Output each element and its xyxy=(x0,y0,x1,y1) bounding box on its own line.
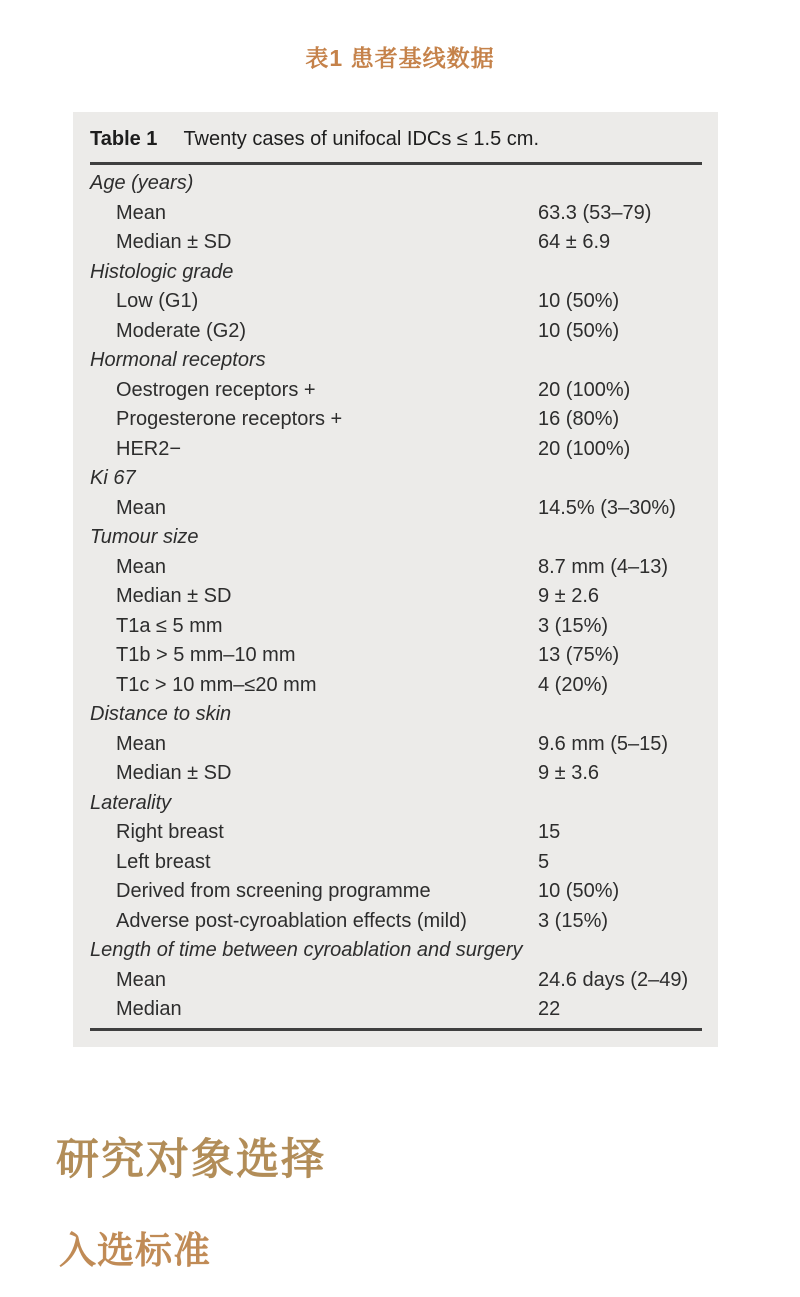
row-label: HER2− xyxy=(116,437,182,460)
table-panel xyxy=(73,112,718,1047)
table-row xyxy=(90,376,702,406)
table-body xyxy=(90,169,702,1025)
table-row xyxy=(90,169,702,199)
table-number-label: Table 1 xyxy=(90,128,158,150)
row-label: Hormonal receptors xyxy=(90,349,266,371)
row-label: Low (G1) xyxy=(116,290,199,312)
table-row xyxy=(90,759,702,789)
row-label: Mean xyxy=(116,732,167,755)
row-label: Median ± SD xyxy=(116,762,232,784)
row-label: Median xyxy=(116,998,182,1020)
row-value: 20 (100%) xyxy=(538,378,631,401)
table-header xyxy=(90,127,702,151)
row-label: T1b > 5 mm–10 mm xyxy=(116,644,296,666)
row-label: Distance to skin xyxy=(90,703,232,725)
row-value: 4 (20%) xyxy=(538,673,609,696)
table-row xyxy=(90,405,702,435)
row-value: 8.7 mm (4–13) xyxy=(538,555,669,578)
row-label: Histologic grade xyxy=(90,260,234,283)
table-row xyxy=(90,789,702,819)
table-row xyxy=(90,494,702,524)
row-label: Mean xyxy=(116,968,167,991)
row-label: Age (years) xyxy=(90,172,194,194)
row-value: 10 (50%) xyxy=(538,290,620,312)
table-row xyxy=(90,346,702,376)
row-value: 63.3 (53–79) xyxy=(538,201,652,224)
section-heading-primary: 研究对象选择 xyxy=(56,1137,326,1184)
table-top-rule xyxy=(90,162,702,165)
table-bottom-rule xyxy=(90,1028,702,1031)
row-label: Ki 67 xyxy=(90,467,136,489)
row-label: T1c > 10 mm–≤20 mm xyxy=(116,673,317,696)
row-value: 9.6 mm (5–15) xyxy=(538,732,669,755)
row-label: T1a ≤ 5 mm xyxy=(116,614,223,637)
table-row xyxy=(90,523,702,553)
row-value: 10 (50%) xyxy=(538,880,620,902)
row-value: 15 xyxy=(538,821,561,843)
row-value: 3 (15%) xyxy=(538,909,609,932)
table-row xyxy=(90,199,702,229)
table-row xyxy=(90,553,702,583)
table-row xyxy=(90,582,702,612)
row-label: Median ± SD xyxy=(116,585,232,607)
row-value: 13 (75%) xyxy=(538,644,620,666)
table-row xyxy=(90,317,702,347)
row-value: 22 xyxy=(538,998,561,1020)
table-caption-zh: 表1 患者基线数据 xyxy=(305,45,495,71)
row-label: Left breast xyxy=(116,850,211,873)
row-value: 5 xyxy=(538,850,550,873)
row-label: Tumour size xyxy=(90,526,199,548)
row-label: Right breast xyxy=(116,821,224,843)
table-title: Twenty cases of unifocal IDCs ≤ 1.5 cm. xyxy=(183,128,539,150)
row-value: 3 (15%) xyxy=(538,614,609,637)
row-value: 20 (100%) xyxy=(538,437,631,460)
table-row xyxy=(90,877,702,907)
table-row xyxy=(90,612,702,642)
table-row xyxy=(90,730,702,760)
row-label: Derived from screening programme xyxy=(116,880,431,902)
row-label: Length of time between cyroablation and surgery xyxy=(90,939,523,961)
row-label: Mean xyxy=(116,201,167,224)
table-row xyxy=(90,464,702,494)
row-label: Oestrogen receptors + xyxy=(116,378,316,401)
row-value: 10 (50%) xyxy=(538,319,620,342)
table-row xyxy=(90,966,702,996)
row-label: Mean xyxy=(116,496,167,519)
table-row xyxy=(90,848,702,878)
table-row xyxy=(90,995,702,1025)
table-row xyxy=(90,818,702,848)
row-label: Moderate (G2) xyxy=(116,319,247,342)
row-label: Mean xyxy=(116,555,167,578)
row-label: Progesterone receptors + xyxy=(116,408,343,430)
row-label: Median ± SD xyxy=(116,231,232,253)
row-value: 9 ± 3.6 xyxy=(538,762,600,784)
table-row xyxy=(90,907,702,937)
row-value: 9 ± 2.6 xyxy=(538,585,600,607)
table-row xyxy=(90,435,702,465)
table-row xyxy=(90,228,702,258)
table-row xyxy=(90,936,702,966)
table-row xyxy=(90,641,702,671)
row-value: 14.5% (3–30%) xyxy=(538,496,676,519)
table-row xyxy=(90,287,702,317)
row-value: 64 ± 6.9 xyxy=(538,231,611,253)
table-row xyxy=(90,671,702,701)
row-label: Laterality xyxy=(90,791,172,814)
table-row xyxy=(90,700,702,730)
row-value: 16 (80%) xyxy=(538,408,620,430)
row-value: 24.6 days (2–49) xyxy=(538,968,689,991)
table-row xyxy=(90,258,702,288)
row-label: Adverse post-cyroablation effects (mild) xyxy=(116,909,467,932)
section-heading-secondary: 入选标准 xyxy=(59,1230,211,1271)
